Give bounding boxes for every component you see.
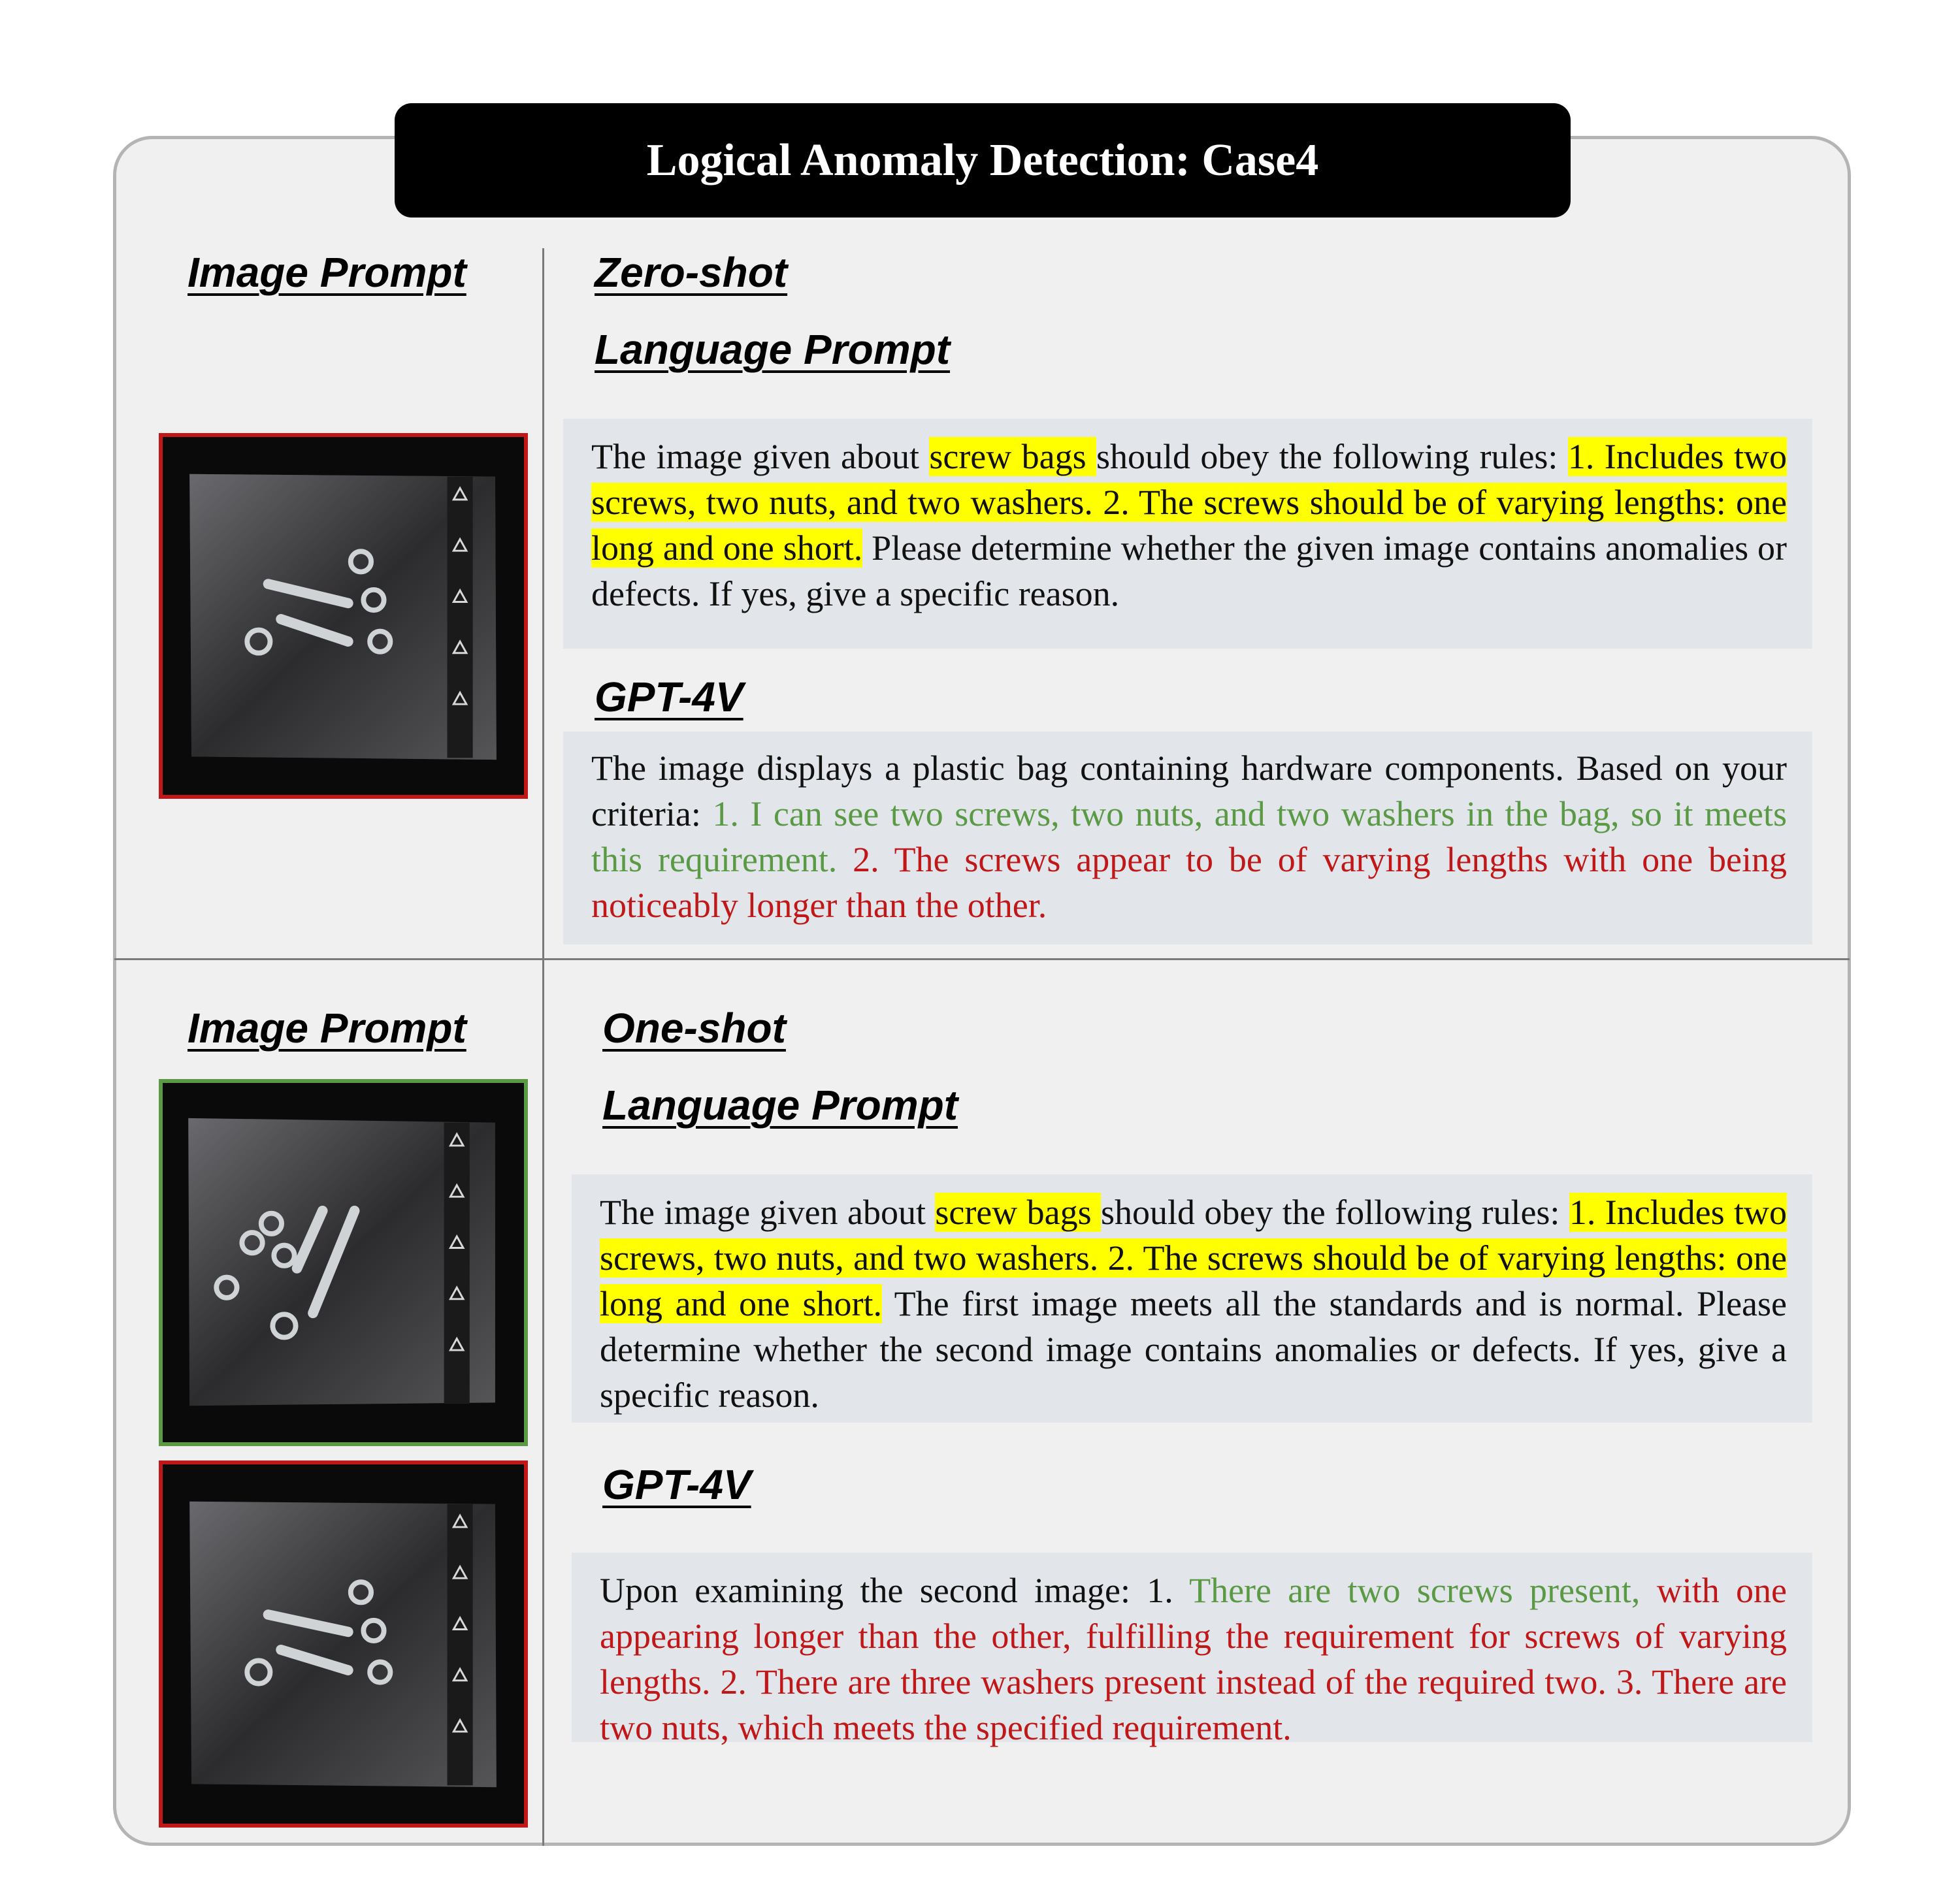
figure-title-text: Logical Anomaly Detection: Case4 bbox=[646, 135, 1319, 185]
one-shot-response-text: Upon examining the second image: 1. There are two screws present, with one appearing longer than the other, fulfilling the requirement for screws of varying lengths. 2. There are three washers present instead of the required two. 3. There are two nuts, which meets the specified requirement. bbox=[600, 1571, 1787, 1747]
one-shot-language-prompt-text: The image given about screw bags should obey the following rules: 1. Includes two screws, two nuts, and two washers. 2. The screws should be of varying lengths: one long and one short. The first image meets all the standards and is normal. Please determine whether the second image contains anomalies or defects. If yes, give a specific reason. bbox=[600, 1193, 1787, 1415]
one-shot-heading: One-shot bbox=[602, 1005, 786, 1052]
screw-bag-photo bbox=[163, 1083, 524, 1442]
zero-shot-language-prompt-text: The image given about screw bags should obey the following rules: 1. Includes two screws, two nuts, and two washers. 2. The screws should be of varying lengths: one long and one short. Please determine whether the given image contains anomalies or defects. If yes, give a specific reason. bbox=[591, 437, 1787, 613]
zero-shot-heading: Zero-shot bbox=[595, 249, 788, 296]
one-shot-reference-image bbox=[159, 1079, 528, 1446]
screw-bag-photo bbox=[163, 437, 524, 795]
column-divider-top bbox=[542, 248, 544, 958]
figure-title bbox=[395, 103, 1571, 218]
one-shot-query-image bbox=[159, 1460, 528, 1828]
zero-shot-response-text: The image displays a plastic bag containing hardware components. Based on your criteria: 1. I can see two screws, two nuts, and two washers in the bag, so it meets this requirement. 2. The screws appear to be of varying lengths with one being noticeably longer than the other. bbox=[591, 749, 1787, 925]
column-divider-bottom bbox=[542, 960, 544, 1846]
section-divider bbox=[114, 958, 1850, 960]
zero-shot-image-prompt-heading: Image Prompt bbox=[188, 249, 466, 296]
screw-bag-photo bbox=[163, 1464, 524, 1824]
zero-shot-query-image bbox=[159, 433, 528, 799]
one-shot-language-prompt-heading: Language Prompt bbox=[602, 1082, 958, 1129]
zero-shot-language-prompt-heading: Language Prompt bbox=[595, 326, 951, 373]
zero-shot-gpt4v-heading: GPT-4V bbox=[595, 673, 743, 720]
one-shot-image-prompt-heading: Image Prompt bbox=[188, 1005, 466, 1052]
one-shot-gpt4v-heading: GPT-4V bbox=[602, 1461, 751, 1508]
